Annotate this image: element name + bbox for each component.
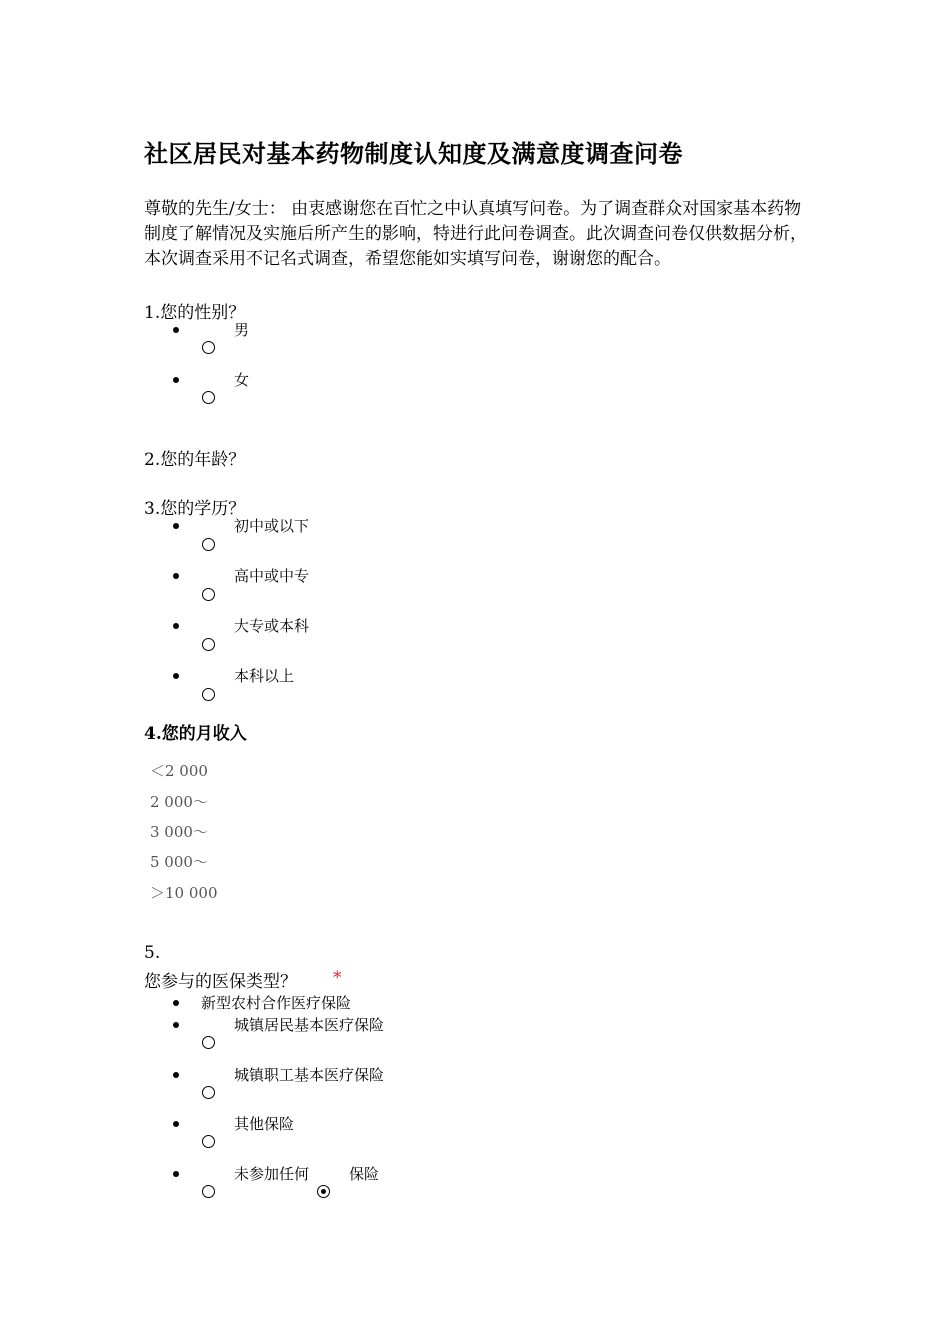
selected-radio[interactable] — [317, 1185, 330, 1198]
q5-option-label: 新型农村合作医疗保险 — [201, 994, 352, 1012]
q3-option-3-radio[interactable] — [202, 638, 215, 651]
q3-option-4-radio[interactable] — [202, 688, 215, 701]
question-2-label: 2.您的年龄？ — [144, 450, 246, 470]
required-mark: * — [333, 968, 342, 988]
bullet-icon — [173, 623, 179, 629]
intro-paragraph: 尊敬的先生/女士： 由衷感谢您在百忙之中认真填写问卷。为了调查群众对国家基本药物制度了解情况及实施后所产生的影响，特进行此问卷调查。此次调查问卷仅供数据分析，本次调查采用不记名式调查，希望您能如实填写问卷，谢谢您的配合。 — [144, 199, 807, 269]
question-5-label: 您参与的医保类型？ — [144, 972, 297, 992]
bullet-icon — [173, 573, 179, 579]
bullet-icon — [173, 377, 179, 383]
question-1-label: 1.您的性别？ — [144, 303, 246, 323]
q4-option[interactable]: ＜2 000 — [150, 762, 208, 780]
q1-option-label: 男 — [234, 321, 250, 339]
q3-option-1-radio[interactable] — [202, 538, 215, 551]
q4-option[interactable]: ＞10 000 — [150, 884, 218, 902]
question-5-number: 5. — [144, 943, 161, 963]
q5-option-label-suffix: 保险 — [349, 1165, 380, 1183]
bullet-icon — [173, 1022, 179, 1028]
bullet-icon — [173, 523, 179, 529]
q5-option-label: 其他保险 — [234, 1115, 295, 1133]
q1-option-male-radio[interactable] — [202, 341, 215, 354]
q1-option-label: 女 — [234, 371, 250, 389]
q4-option[interactable]: 5 000～ — [150, 853, 208, 871]
bullet-icon — [173, 1171, 179, 1177]
bullet-icon — [173, 1000, 179, 1006]
q5-option-2-radio[interactable] — [202, 1036, 215, 1049]
q5-option-3-radio[interactable] — [202, 1086, 215, 1099]
question-3-label: 3.您的学历？ — [144, 499, 246, 519]
q1-option-female-radio[interactable] — [202, 391, 215, 404]
bullet-icon — [173, 1121, 179, 1127]
question-4-label: 4.您的月收入 — [144, 724, 247, 744]
bullet-icon — [173, 673, 179, 679]
q5-option-label: 城镇职工基本医疗保险 — [234, 1066, 385, 1084]
q3-option-label: 大专或本科 — [234, 617, 310, 635]
bullet-icon — [173, 327, 179, 333]
bullet-icon — [173, 1072, 179, 1078]
page-title: 社区居民对基本药物制度认知度及满意度调查问卷 — [144, 139, 683, 168]
q5-option-4-radio[interactable] — [202, 1135, 215, 1148]
q3-option-label: 高中或中专 — [234, 567, 310, 585]
q3-option-label: 本科以上 — [234, 667, 295, 685]
q3-option-2-radio[interactable] — [202, 588, 215, 601]
q5-option-label: 未参加任何 — [234, 1165, 310, 1183]
q5-option-5-radio[interactable] — [202, 1185, 215, 1198]
q4-option[interactable]: 2 000～ — [150, 793, 208, 811]
q5-option-label: 城镇居民基本医疗保险 — [234, 1016, 385, 1034]
q4-option[interactable]: 3 000～ — [150, 823, 208, 841]
q3-option-label: 初中或以下 — [234, 517, 310, 535]
